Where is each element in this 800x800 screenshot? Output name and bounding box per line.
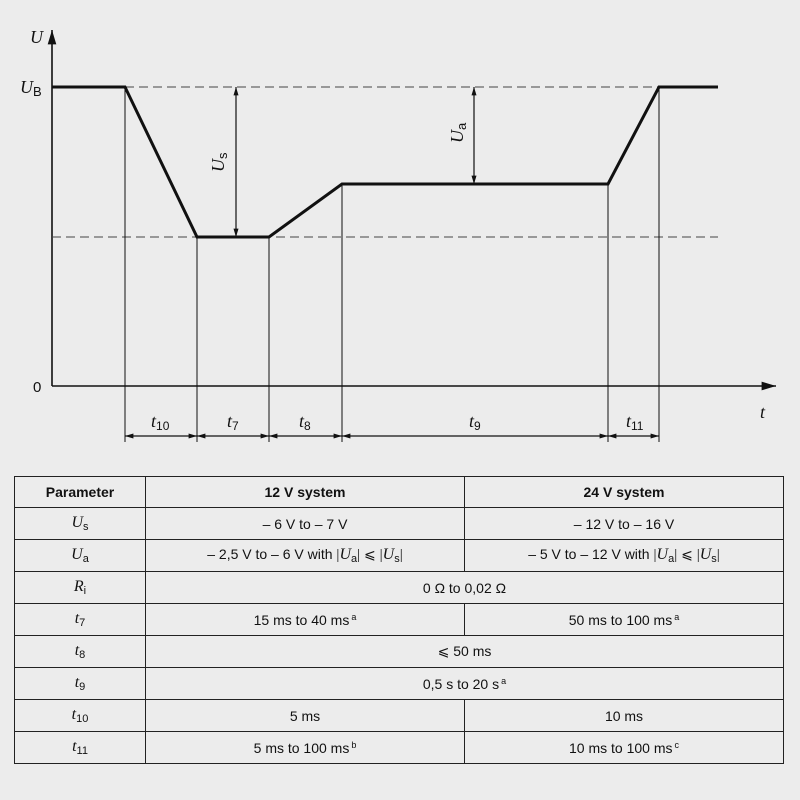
- table-row: [15, 508, 784, 540]
- header-24v: 24 V system: [465, 477, 784, 508]
- param-cell: $U_a$: [15, 540, 146, 572]
- value-12v: 5 ms: [146, 700, 465, 732]
- value-12v: 15 ms to 40 ms $^a$: [146, 604, 465, 636]
- header-12v: 12 V system: [146, 477, 465, 508]
- interval-label-t11: t11: [626, 411, 644, 433]
- interval-label-t8: t8: [299, 411, 311, 433]
- voltage-waveform: [52, 87, 718, 237]
- interval-label-t10: t10: [151, 411, 170, 433]
- value-merged: 0,5 s to 20 s $^a$: [146, 668, 784, 700]
- parameter-table: [14, 476, 784, 764]
- table-header-row: [15, 477, 784, 508]
- value-24v: – 5 V to – 12 V with $|U_a|$ ⩽ $|U_s|$: [465, 540, 784, 572]
- param-cell: $U_s$: [15, 508, 146, 540]
- value-24v: 10 ms to 100 ms $^c$: [465, 732, 784, 764]
- value-24v: – 12 V to – 16 V: [465, 508, 784, 540]
- us-label: Us: [208, 152, 230, 172]
- table-row: [15, 540, 784, 572]
- table-row: [15, 668, 784, 700]
- table-row: [15, 604, 784, 636]
- value-12v: 5 ms to 100 ms $^b$: [146, 732, 465, 764]
- value-12v: – 2,5 V to – 6 V with $|U_a|$ ⩽ $|U_s|$: [146, 540, 465, 572]
- value-24v: 50 ms to 100 ms $^a$: [465, 604, 784, 636]
- extension-lines: [125, 87, 659, 442]
- table-row: [15, 636, 784, 668]
- value-12v: – 6 V to – 7 V: [146, 508, 465, 540]
- param-cell: $t_8$: [15, 636, 146, 668]
- value-merged: ⩽ 50 ms: [146, 636, 784, 668]
- interval-label-t7: t7: [227, 411, 239, 433]
- interval-label-t9: t9: [469, 411, 481, 433]
- param-cell: $t_{10}$: [15, 700, 146, 732]
- table-row: [15, 572, 784, 604]
- ub-label: UB: [20, 77, 42, 99]
- value-merged: 0 Ω to 0,02 Ω: [146, 572, 784, 604]
- x-axis-label: t: [760, 402, 766, 422]
- ua-label: Ua: [447, 122, 469, 143]
- zero-label: 0: [33, 379, 42, 396]
- param-cell: $t_{11}$: [15, 732, 146, 764]
- table-row: [15, 732, 784, 764]
- param-cell: $t_7$: [15, 604, 146, 636]
- param-cell: $R_i$: [15, 572, 146, 604]
- y-axis-label: U: [30, 27, 43, 47]
- header-parameter: Parameter: [15, 477, 146, 508]
- table-row: [15, 700, 784, 732]
- param-cell: $t_9$: [15, 668, 146, 700]
- value-24v: 10 ms: [465, 700, 784, 732]
